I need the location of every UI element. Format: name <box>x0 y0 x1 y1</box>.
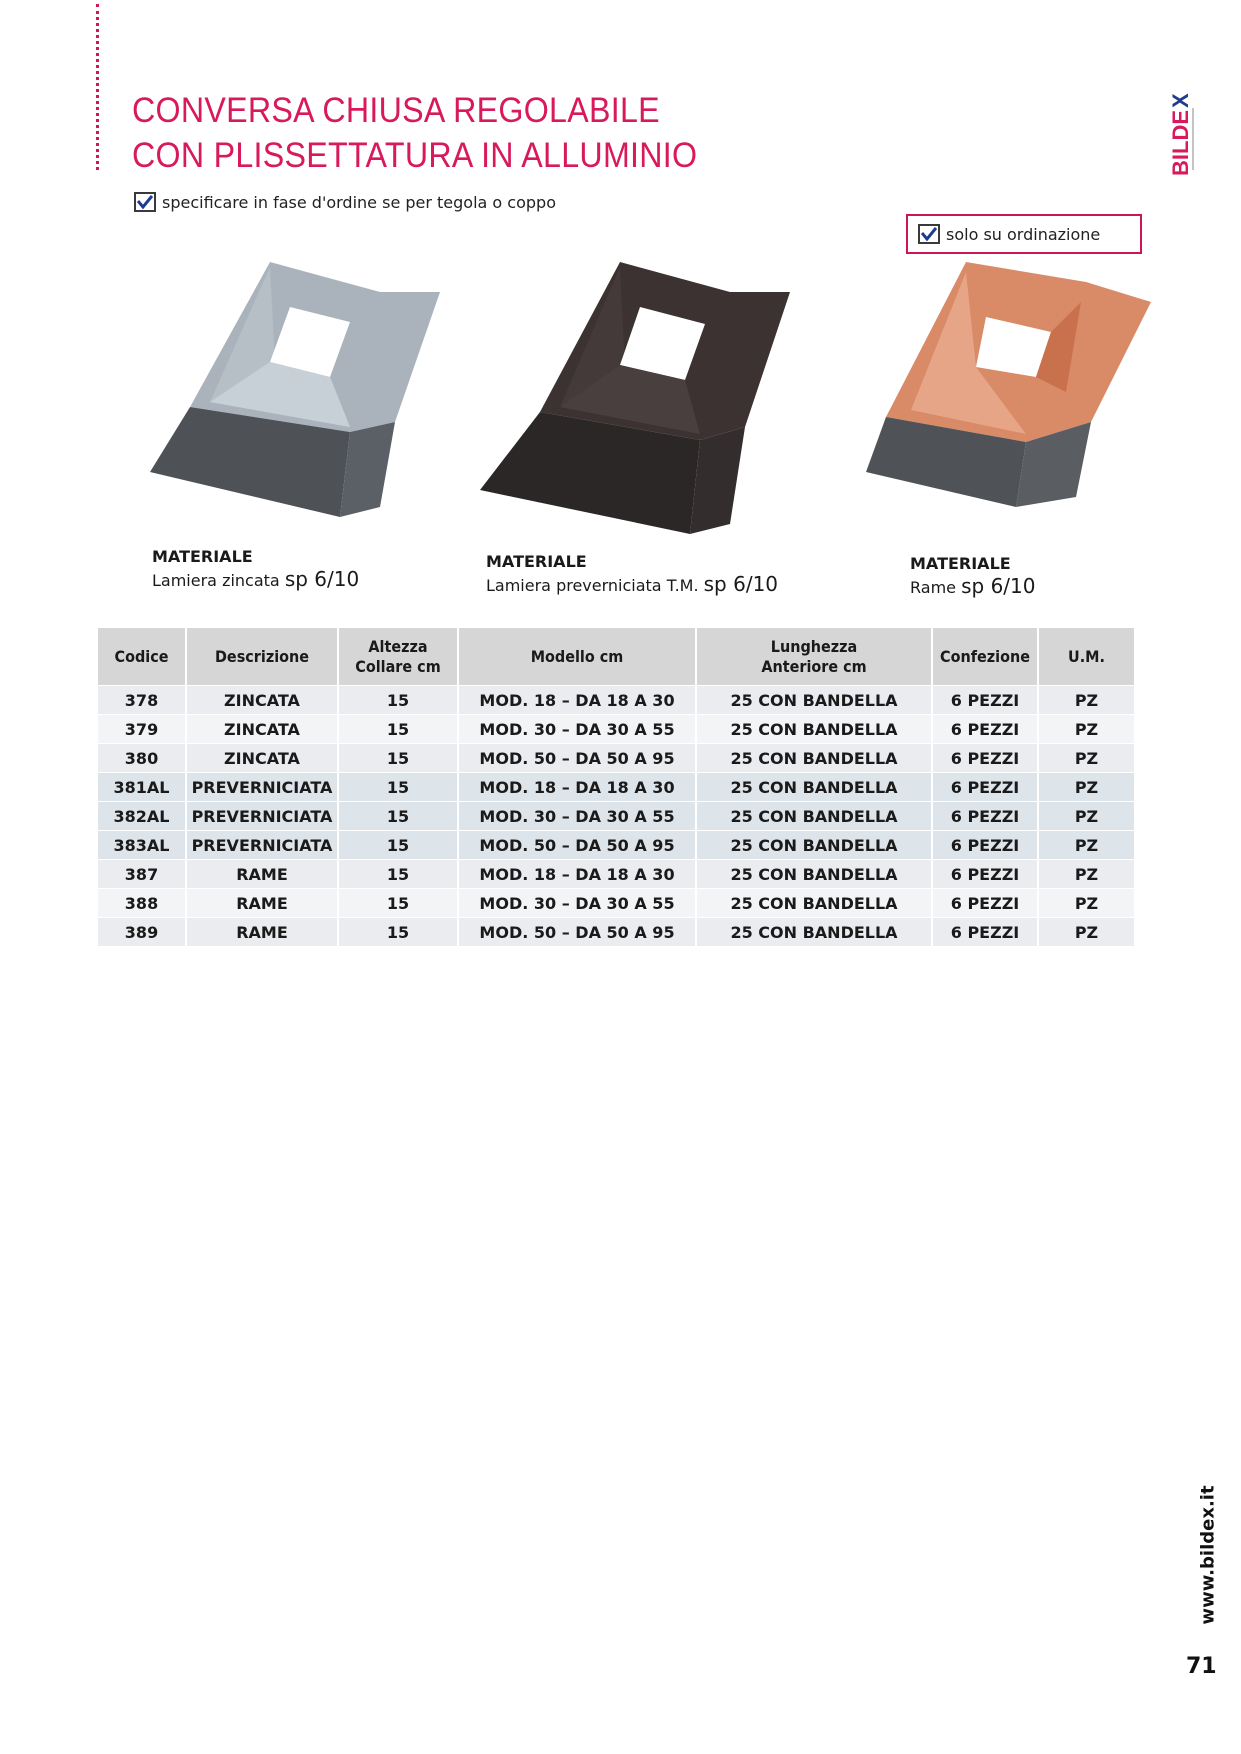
dotted-margin-line <box>96 4 99 170</box>
material-name: Rame <box>910 578 956 597</box>
column-header-lunghezza: Lunghezza Anteriore cm <box>696 628 932 686</box>
checkmark-icon <box>134 192 156 212</box>
cell-altezza: 15 <box>338 889 458 918</box>
cell-descrizione: RAME <box>186 889 338 918</box>
title-line-2: CON PLISSETTATURA IN ALLUMINIO <box>132 136 698 175</box>
material-label: MATERIALE <box>910 554 1011 573</box>
cell-confezione: 6 PEZZI <box>932 918 1038 947</box>
cell-um: PZ <box>1038 773 1134 802</box>
material-info-preverniciata <box>486 551 778 597</box>
order-note-text: specificare in fase d'ordine se per tegola o coppo <box>162 192 556 212</box>
cell-altezza: 15 <box>338 773 458 802</box>
cell-modello: MOD. 18 – DA 18 A 30 <box>458 686 696 715</box>
cell-descrizione: ZINCATA <box>186 744 338 773</box>
cell-codice: 379 <box>98 715 186 744</box>
table-row <box>98 744 1134 773</box>
cell-confezione: 6 PEZZI <box>932 860 1038 889</box>
svg-text:BILDE: BILDE <box>1168 110 1193 176</box>
table-row <box>98 773 1134 802</box>
table-row <box>98 715 1134 744</box>
title-line-1: CONVERSA CHIUSA REGOLABILE <box>132 91 660 130</box>
svg-text:X: X <box>1168 93 1193 108</box>
cell-descrizione: PREVERNICIATA <box>186 773 338 802</box>
product-image-rame <box>866 262 1156 512</box>
cell-lunghezza: 25 CON BANDELLA <box>696 686 932 715</box>
column-header-confezione: Confezione <box>932 628 1038 686</box>
cell-codice: 388 <box>98 889 186 918</box>
material-thickness: sp 6/10 <box>961 574 1036 598</box>
cell-descrizione: RAME <box>186 918 338 947</box>
cell-altezza: 15 <box>338 831 458 860</box>
cell-modello: MOD. 30 – DA 30 A 55 <box>458 889 696 918</box>
bildex-logo <box>1158 78 1198 178</box>
cell-modello: MOD. 18 – DA 18 A 30 <box>458 773 696 802</box>
cell-lunghezza: 25 CON BANDELLA <box>696 802 932 831</box>
cell-altezza: 15 <box>338 744 458 773</box>
cell-codice: 381AL <box>98 773 186 802</box>
cell-codice: 387 <box>98 860 186 889</box>
material-name: Lamiera preverniciata T.M. <box>486 576 699 595</box>
cell-lunghezza: 25 CON BANDELLA <box>696 918 932 947</box>
cell-confezione: 6 PEZZI <box>932 773 1038 802</box>
cell-codice: 380 <box>98 744 186 773</box>
cell-lunghezza: 25 CON BANDELLA <box>696 889 932 918</box>
table-row <box>98 918 1134 947</box>
cell-confezione: 6 PEZZI <box>932 686 1038 715</box>
cell-lunghezza: 25 CON BANDELLA <box>696 715 932 744</box>
cell-um: PZ <box>1038 860 1134 889</box>
cell-confezione: 6 PEZZI <box>932 889 1038 918</box>
cell-descrizione: PREVERNICIATA <box>186 802 338 831</box>
material-name: Lamiera zincata <box>152 571 280 590</box>
cell-um: PZ <box>1038 831 1134 860</box>
cell-modello: MOD. 50 – DA 50 A 95 <box>458 831 696 860</box>
cell-descrizione: RAME <box>186 860 338 889</box>
order-note <box>134 192 556 212</box>
column-header-altezza: Altezza Collare cm <box>338 628 458 686</box>
material-info-zincata <box>152 546 359 592</box>
table-row <box>98 860 1134 889</box>
table-header-row <box>98 628 1134 686</box>
product-table <box>98 628 1134 946</box>
cell-um: PZ <box>1038 715 1134 744</box>
cell-confezione: 6 PEZZI <box>932 744 1038 773</box>
material-info-rame <box>910 553 1035 599</box>
cell-modello: MOD. 50 – DA 50 A 95 <box>458 918 696 947</box>
column-header-codice: Codice <box>98 628 186 686</box>
cell-modello: MOD. 30 – DA 30 A 55 <box>458 715 696 744</box>
cell-descrizione: ZINCATA <box>186 686 338 715</box>
column-header-modello: Modello cm <box>458 628 696 686</box>
cell-confezione: 6 PEZZI <box>932 802 1038 831</box>
page-title <box>132 88 697 178</box>
cell-lunghezza: 25 CON BANDELLA <box>696 744 932 773</box>
cell-codice: 383AL <box>98 831 186 860</box>
material-thickness: sp 6/10 <box>284 567 360 591</box>
cell-codice: 389 <box>98 918 186 947</box>
cell-altezza: 15 <box>338 802 458 831</box>
table-row <box>98 686 1134 715</box>
cell-lunghezza: 25 CON BANDELLA <box>696 860 932 889</box>
cell-lunghezza: 25 CON BANDELLA <box>696 831 932 860</box>
checkmark-icon <box>918 224 940 244</box>
material-label: MATERIALE <box>486 552 587 571</box>
cell-confezione: 6 PEZZI <box>932 715 1038 744</box>
cell-modello: MOD. 18 – DA 18 A 30 <box>458 860 696 889</box>
cell-um: PZ <box>1038 744 1134 773</box>
material-thickness: sp 6/10 <box>703 572 779 596</box>
product-image-zincata <box>150 262 450 532</box>
cell-altezza: 15 <box>338 686 458 715</box>
cell-descrizione: ZINCATA <box>186 715 338 744</box>
cell-modello: MOD. 50 – DA 50 A 95 <box>458 744 696 773</box>
column-header-um: U.M. <box>1038 628 1134 686</box>
cell-altezza: 15 <box>338 860 458 889</box>
page-number: 71 <box>1186 1654 1217 1679</box>
special-order-note <box>906 214 1142 254</box>
cell-confezione: 6 PEZZI <box>932 831 1038 860</box>
cell-codice: 378 <box>98 686 186 715</box>
material-label: MATERIALE <box>152 547 253 566</box>
cell-um: PZ <box>1038 802 1134 831</box>
cell-codice: 382AL <box>98 802 186 831</box>
cell-um: PZ <box>1038 918 1134 947</box>
cell-altezza: 15 <box>338 918 458 947</box>
special-order-note-text: solo su ordinazione <box>946 224 1101 244</box>
cell-descrizione: PREVERNICIATA <box>186 831 338 860</box>
column-header-descrizione: Descrizione <box>186 628 338 686</box>
cell-um: PZ <box>1038 686 1134 715</box>
product-image-preverniciata <box>480 262 800 544</box>
cell-lunghezza: 25 CON BANDELLA <box>696 773 932 802</box>
table-row <box>98 831 1134 860</box>
cell-modello: MOD. 30 – DA 30 A 55 <box>458 802 696 831</box>
table-row <box>98 889 1134 918</box>
cell-um: PZ <box>1038 889 1134 918</box>
table-row <box>98 802 1134 831</box>
cell-altezza: 15 <box>338 715 458 744</box>
